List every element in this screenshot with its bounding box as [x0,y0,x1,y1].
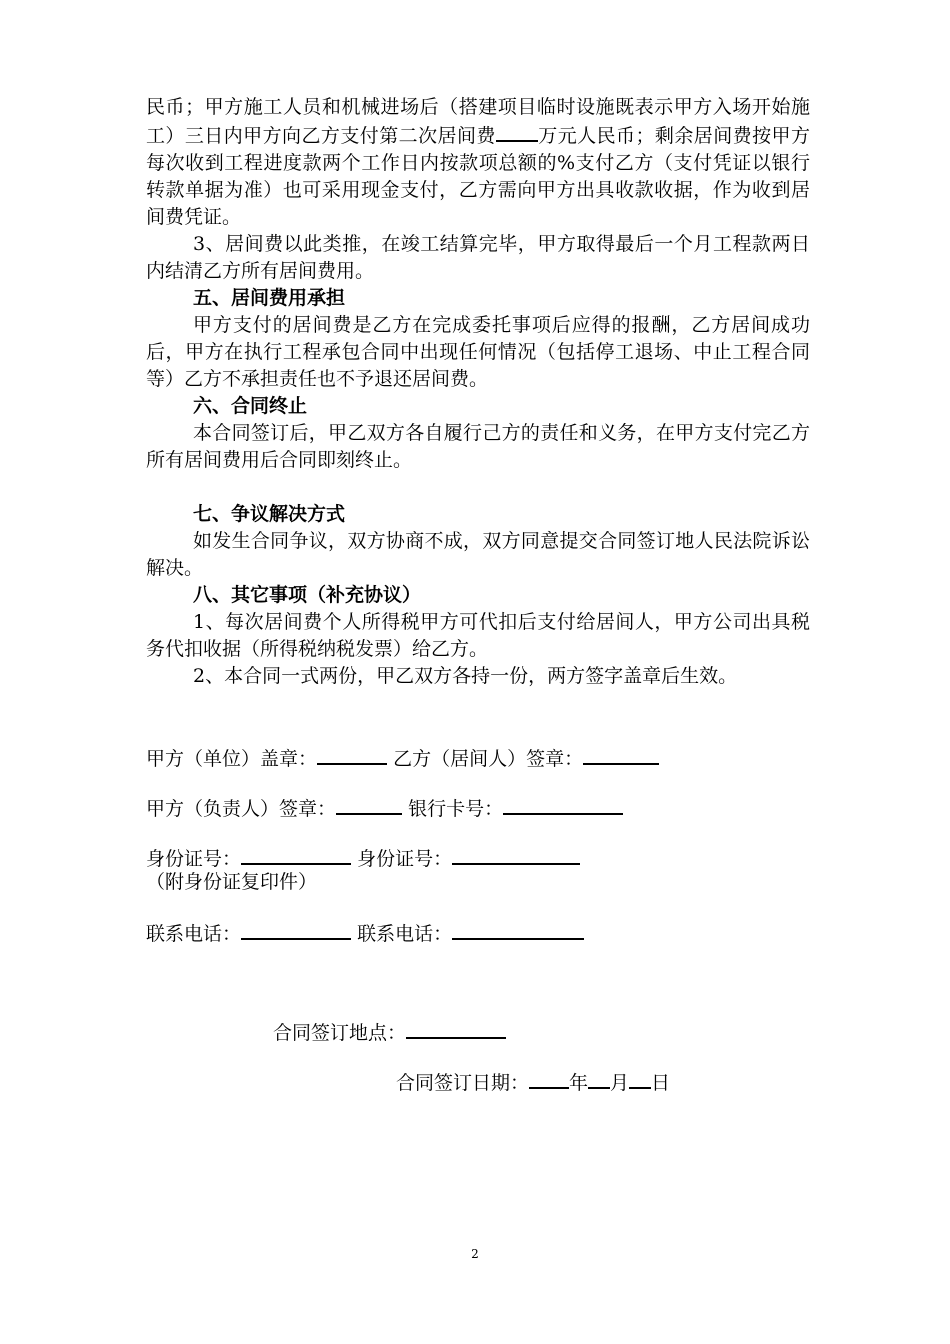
place-blank [406,1018,506,1039]
phone-b-label: 联系电话： [357,923,453,945]
seal-line [146,744,659,773]
section-5-heading: 五、居间费用承担 [193,287,346,309]
fee-settlement-paragraph: 3、居间费以此类推，在竣工结算完毕，甲方取得最后一个月工程款两日内结清乙方所有居间费用。 [146,233,810,282]
payment-text: 民币；甲方施工人员和机械进场后（搭建项目临时设施既表示甲方入场开始施工）三日内甲方向乙方支付第二次居间费 [146,96,810,147]
sign-bank-line [146,794,623,823]
fee-bearing-paragraph: 甲方支付的居间费是乙方在完成委托事项后应得的报酬，乙方居间成功后，甲方在执行工程承包合同中出现任何情况（包括停工退场、中止工程合同等）乙方不承担责任也不予退还居间费。 [146,314,810,390]
id-a-blank [241,844,351,865]
id-note: （附身份证复印件） [146,871,318,893]
phone-line [146,919,584,948]
phone-b-blank [452,919,584,940]
section-6-heading: 六、合同终止 [193,395,308,417]
party-a-seal-blank [317,744,387,765]
phone-a-blank [241,919,351,940]
tax-paragraph: 1、每次居间费个人所得税甲方可代扣后支付给居间人，甲方公司出具税务代扣收据（所得税纳税发票）给乙方。 [146,611,810,660]
party-a-head-blank [336,794,402,815]
day-label: 日 [651,1072,671,1094]
date-line [396,1068,670,1097]
year-label: 年 [569,1072,589,1094]
month-blank [588,1068,610,1089]
party-a-seal-label: 甲方（单位）盖章： [146,748,318,770]
month-label: 月 [610,1072,630,1094]
amount-blank [496,121,538,142]
id-b-label: 身份证号： [357,848,453,870]
payment-text-tail: 万元人民币；剩余居间费按甲方每次收到工程进度款两个工作日内按款项总额的%支付乙方（支付凭证以银行转款单据为准）也可采用现金支付，乙方需向甲方出具收款收据，作为收到居间费凭证。 [146,125,810,228]
bank-card-blank [503,794,623,815]
party-b-sign-label: 乙方（居间人）签章： [393,748,584,770]
party-a-head-label: 甲方（负责人）签章： [146,798,337,820]
place-label: 合同签订地点： [273,1022,407,1044]
page-number: 2 [471,1247,479,1261]
bank-card-label: 银行卡号： [408,798,504,820]
party-b-sign-blank [583,744,659,765]
termination-paragraph: 本合同签订后，甲乙双方各自履行己方的责任和义务，在甲方支付完乙方所有居间费用后合同即刻终止。 [146,422,810,471]
dispute-paragraph: 如发生合同争议，双方协商不成，双方同意提交合同签订地人民法院诉讼解决。 [146,530,810,579]
contract-body [146,94,810,690]
date-label: 合同签订日期： [396,1072,530,1094]
year-blank [529,1068,569,1089]
place-line [273,1018,506,1047]
id-a-label: 身份证号： [146,848,242,870]
paragraph-gap [146,474,810,501]
payment-paragraph [146,94,810,231]
section-7-heading: 七、争议解决方式 [193,503,346,525]
id-b-blank [452,844,580,865]
copies-paragraph: 2、本合同一式两份，甲乙双方各持一份，两方签字盖章后生效。 [193,665,738,687]
section-8-heading: 八、其它事项（补充协议） [193,584,422,606]
day-blank [629,1068,651,1089]
phone-a-label: 联系电话： [146,923,242,945]
